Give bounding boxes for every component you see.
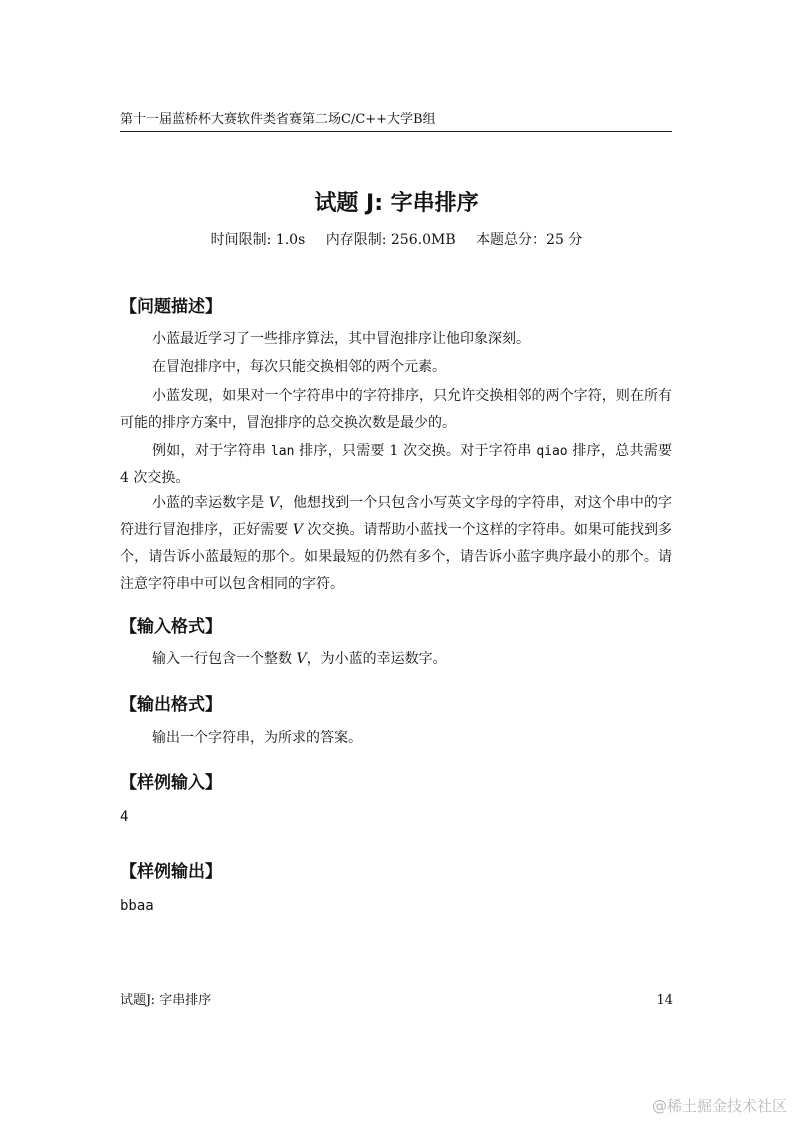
footer-title: 试题J: 字串排序 bbox=[120, 993, 212, 1008]
sample-input-value: 4 bbox=[120, 809, 129, 825]
sample-input-heading: 【样例输入】 bbox=[120, 773, 222, 793]
p5-text-b: ，他想找到一个只包含小写英文字母的字符串，对这个串中的字符进行冒泡排序，正好需要 bbox=[120, 495, 672, 538]
input-text-a: 输入一行包含一个整数 bbox=[152, 651, 297, 667]
watermark: @稀土掘金技术社区 bbox=[651, 1097, 787, 1115]
p4-text-b: 排序，只需要 1 次交换。对于字符串 bbox=[294, 443, 537, 459]
p5-text-c: 次交换。请帮助小蓝找一个这样的字符串。如果可能找到多个，请告诉小蓝最短的那个。如果最短的仍然有多个，请告诉小蓝字典序最小的那个。请注意字符串中可以包含相同的字符。 bbox=[120, 522, 673, 592]
p4-text-c: 排序，总共需要 4 次交换。 bbox=[120, 443, 673, 486]
description-heading: 【问题描述】 bbox=[120, 297, 222, 317]
time-limit: 时间限制: 1.0s bbox=[210, 232, 306, 248]
output-format-text: 输出一个字符串，为所求的答案。 bbox=[152, 730, 362, 746]
page-header: 第十一届蓝桥杯大赛软件类省赛第二场C/C++大学B组 bbox=[120, 112, 672, 132]
code-qiao: qiao bbox=[536, 444, 568, 459]
description-paragraph-4 bbox=[120, 438, 672, 492]
description-paragraph-2: 在冒泡排序中，每次只能交换相邻的两个元素。 bbox=[152, 359, 446, 375]
input-format-text bbox=[120, 646, 672, 673]
p5-text-a: 小蓝的幸运数字是 bbox=[152, 495, 269, 511]
variable-v: V bbox=[268, 495, 279, 511]
input-format-heading: 【输入格式】 bbox=[120, 617, 222, 637]
sample-output-value: bbaa bbox=[120, 898, 154, 914]
code-lan: lan bbox=[270, 444, 295, 459]
page-number: 14 bbox=[656, 993, 673, 1008]
description-paragraph-1: 小蓝最近学习了一些排序算法，其中冒泡排序让他印象深刻。 bbox=[152, 331, 530, 347]
input-text-b: ，为小蓝的幸运数字。 bbox=[306, 651, 447, 667]
variable-v: V bbox=[292, 522, 303, 538]
total-score: 本题总分：25 分 bbox=[476, 232, 583, 248]
memory-limit: 内存限制: 256.0MB bbox=[325, 232, 456, 248]
p4-text-a: 例如，对于字符串 bbox=[152, 443, 271, 459]
problem-meta bbox=[0, 230, 793, 250]
description-paragraph-5 bbox=[120, 490, 672, 598]
description-paragraph-3: 小蓝发现，如果对一个字符串中的字符排序，只允许交换相邻的两个字符，则在所有可能的排序方案中，冒泡排序的总交换次数是最少的。 bbox=[120, 388, 672, 431]
output-format-heading: 【输出格式】 bbox=[120, 695, 222, 715]
sample-output-heading: 【样例输出】 bbox=[120, 862, 222, 882]
variable-v: V bbox=[296, 651, 307, 667]
problem-title: 试题 J: 字串排序 bbox=[314, 191, 479, 216]
